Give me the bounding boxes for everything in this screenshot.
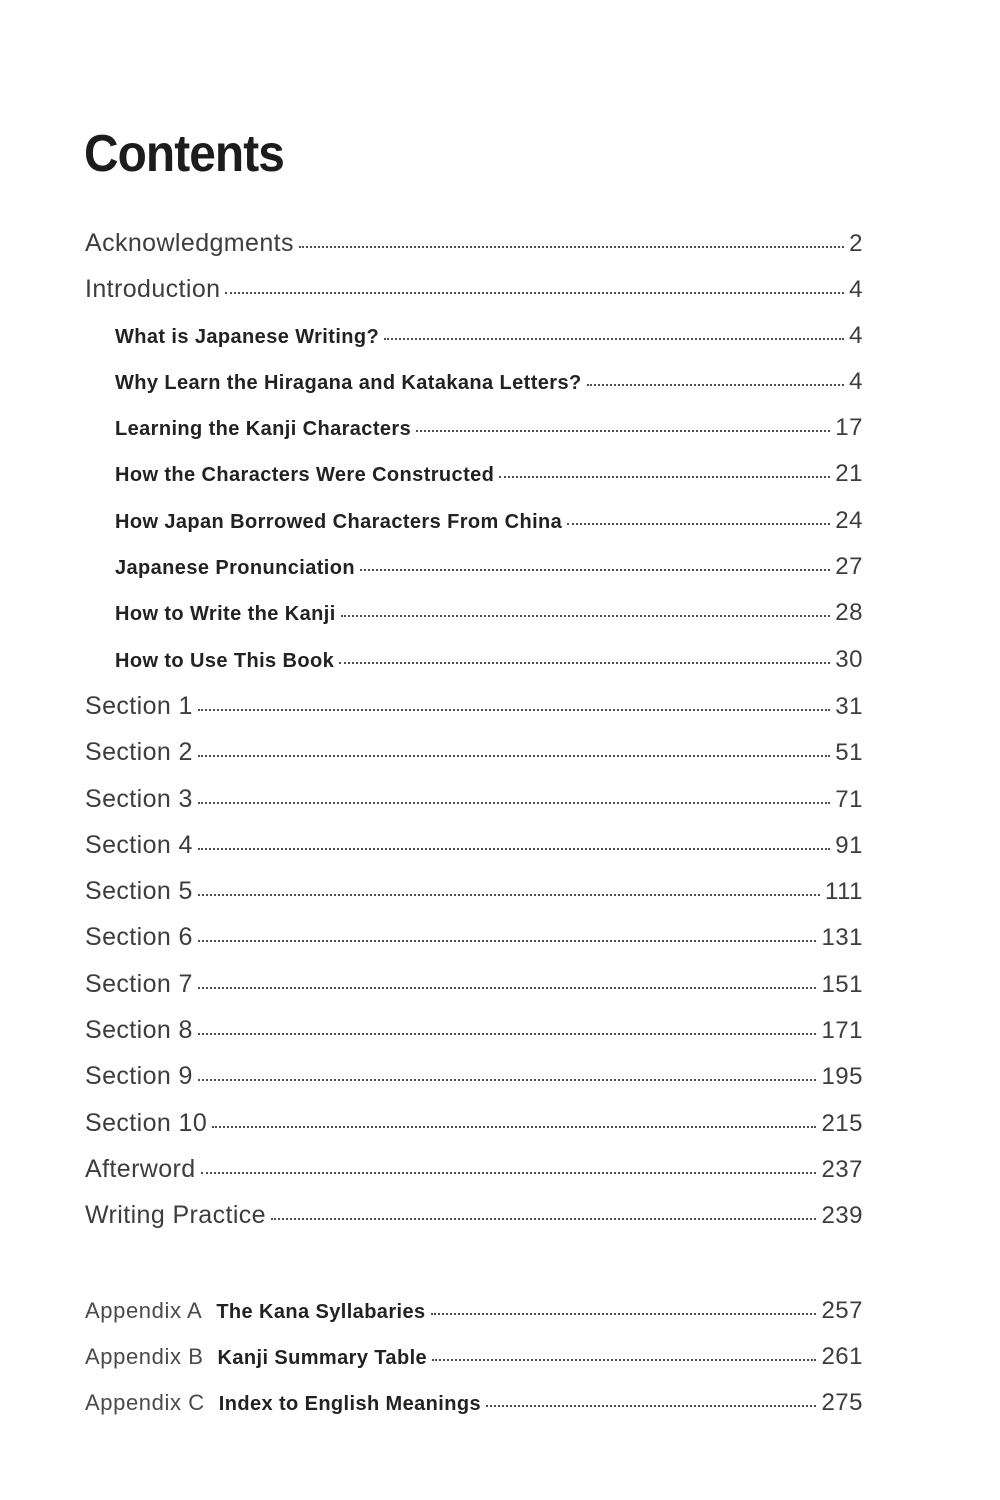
toc-entry-label: How the Characters Were Constructed xyxy=(115,464,495,487)
toc-dot-leader xyxy=(384,338,844,340)
toc-dot-leader xyxy=(198,1033,817,1035)
toc-entry-row xyxy=(85,1016,863,1062)
toc-page-number: 195 xyxy=(821,1063,863,1091)
toc-entry-row xyxy=(85,414,863,460)
toc-entry-label: Section 7 xyxy=(85,969,193,998)
toc-entry-label: How Japan Borrowed Characters From China xyxy=(115,510,563,533)
toc-entry-row xyxy=(85,229,863,275)
toc-entry-label: Afterword xyxy=(85,1154,196,1183)
toc-dot-leader xyxy=(201,1172,817,1174)
toc-dot-leader xyxy=(198,709,830,711)
toc-entry-row xyxy=(85,877,863,923)
toc-entry-row xyxy=(85,831,863,877)
toc-entry-label: Section 6 xyxy=(85,923,193,952)
toc-entry-row xyxy=(85,275,863,321)
toc-dot-leader xyxy=(299,246,844,248)
toc-entry-row xyxy=(85,1062,863,1108)
toc-page-number: 151 xyxy=(821,970,863,998)
toc-entry-row xyxy=(85,923,863,969)
toc-page-number: 21 xyxy=(835,460,863,488)
toc-entry-row xyxy=(85,970,863,1016)
toc-dot-leader xyxy=(271,1218,816,1220)
toc-entry-row xyxy=(85,692,863,738)
toc-dot-leader xyxy=(339,662,830,664)
appendix-row xyxy=(85,1297,863,1343)
appendix-prefix: Appendix A xyxy=(85,1297,203,1323)
toc-dot-leader xyxy=(198,940,817,942)
toc-entry-row xyxy=(85,1155,863,1201)
appendix-row xyxy=(85,1389,863,1435)
toc-dot-leader xyxy=(431,1313,817,1315)
toc-entry-label: Acknowledgments xyxy=(85,229,294,257)
toc-dot-leader xyxy=(198,894,820,896)
toc-entry-label: Section 4 xyxy=(85,830,193,859)
toc-page-number: 71 xyxy=(835,785,863,813)
toc-page-number: 2 xyxy=(849,230,863,257)
toc-page-number: 4 xyxy=(849,367,863,395)
appendix-title: Index to English Meanings xyxy=(218,1393,481,1416)
toc-entry-label: Section 2 xyxy=(85,738,193,767)
toc-entry-label: Why Learn the Hiragana and Katakana Letters? xyxy=(115,371,582,394)
toc-page-number: 24 xyxy=(835,506,863,534)
toc-entry-row xyxy=(85,368,863,414)
appendix-title: The Kana Syllabaries xyxy=(216,1300,426,1323)
toc-page-number: 4 xyxy=(849,321,863,349)
toc-page-number: 4 xyxy=(849,276,863,304)
toc-dot-leader xyxy=(198,802,830,804)
toc-entry-label: Section 8 xyxy=(85,1016,193,1045)
appendix-row xyxy=(85,1343,863,1389)
toc-page-number: 239 xyxy=(821,1202,863,1230)
toc-page-number: 28 xyxy=(835,599,863,627)
toc-page-number: 257 xyxy=(821,1296,863,1324)
toc-entry-label: Section 5 xyxy=(85,877,193,906)
toc-entry-row xyxy=(85,785,863,831)
toc-entry-label: Section 1 xyxy=(85,691,193,720)
toc-page-number: 171 xyxy=(821,1017,863,1045)
toc-entry-row xyxy=(85,322,863,368)
toc-page-number: 275 xyxy=(821,1389,863,1417)
toc-entry-label: Section 3 xyxy=(85,784,193,813)
toc-list xyxy=(85,229,863,1435)
toc-dot-leader xyxy=(198,987,817,989)
toc-dot-leader xyxy=(198,1079,817,1081)
toc-entry-label: How to Use This Book xyxy=(115,649,335,672)
toc-dot-leader xyxy=(198,848,830,850)
toc-entry-row xyxy=(85,646,863,692)
toc-dot-leader xyxy=(225,292,844,294)
toc-entries xyxy=(85,229,863,1248)
appendix-prefix: Appendix C xyxy=(85,1390,205,1416)
toc-entry-label: How to Write the Kanji xyxy=(115,603,336,626)
toc-entry-row xyxy=(85,553,863,599)
toc-page-number: 131 xyxy=(821,924,863,952)
toc-dot-leader xyxy=(486,1405,816,1407)
toc-page-number: 91 xyxy=(835,831,863,859)
toc-page-number: 111 xyxy=(825,878,863,906)
toc-dot-leader xyxy=(198,755,830,757)
toc-entry-row xyxy=(85,738,863,784)
toc-entry-label: Learning the Kanji Characters xyxy=(115,418,412,441)
toc-entry-label: What is Japanese Writing? xyxy=(115,325,380,348)
toc-entry-label: Section 9 xyxy=(85,1062,193,1091)
toc-entry-row xyxy=(85,1109,863,1155)
toc-dot-leader xyxy=(499,476,830,478)
toc-entry-row xyxy=(85,460,863,506)
toc-dot-leader xyxy=(432,1359,816,1361)
toc-entry-label: Japanese Pronunciation xyxy=(115,557,355,580)
toc-page-number: 31 xyxy=(835,692,863,720)
appendix-title: Kanji Summary Table xyxy=(217,1346,428,1369)
toc-page-number: 30 xyxy=(835,645,863,673)
appendix-prefix: Appendix B xyxy=(85,1343,204,1369)
toc-page-number: 27 xyxy=(835,553,863,581)
toc-entry-row xyxy=(85,507,863,553)
toc-dot-leader xyxy=(212,1126,816,1128)
page-title: Contents xyxy=(84,125,284,183)
toc-dot-leader xyxy=(587,384,845,386)
toc-dot-leader xyxy=(360,569,830,571)
toc-entry-row xyxy=(85,599,863,645)
toc-page-number: 237 xyxy=(821,1155,863,1183)
toc-dot-leader xyxy=(341,615,831,617)
toc-entry-label: Writing Practice xyxy=(85,1201,266,1230)
toc-dot-leader xyxy=(567,523,830,525)
toc-entry-row xyxy=(85,1201,863,1247)
toc-page-number: 215 xyxy=(821,1109,863,1137)
toc-page-number: 261 xyxy=(821,1342,863,1370)
toc-appendices xyxy=(85,1297,863,1436)
toc-entry-label: Section 10 xyxy=(85,1108,208,1137)
toc-page-number: 51 xyxy=(835,739,863,767)
toc-page-number: 17 xyxy=(835,414,863,442)
toc-entry-label: Introduction xyxy=(85,275,221,304)
toc-dot-leader xyxy=(416,430,830,432)
